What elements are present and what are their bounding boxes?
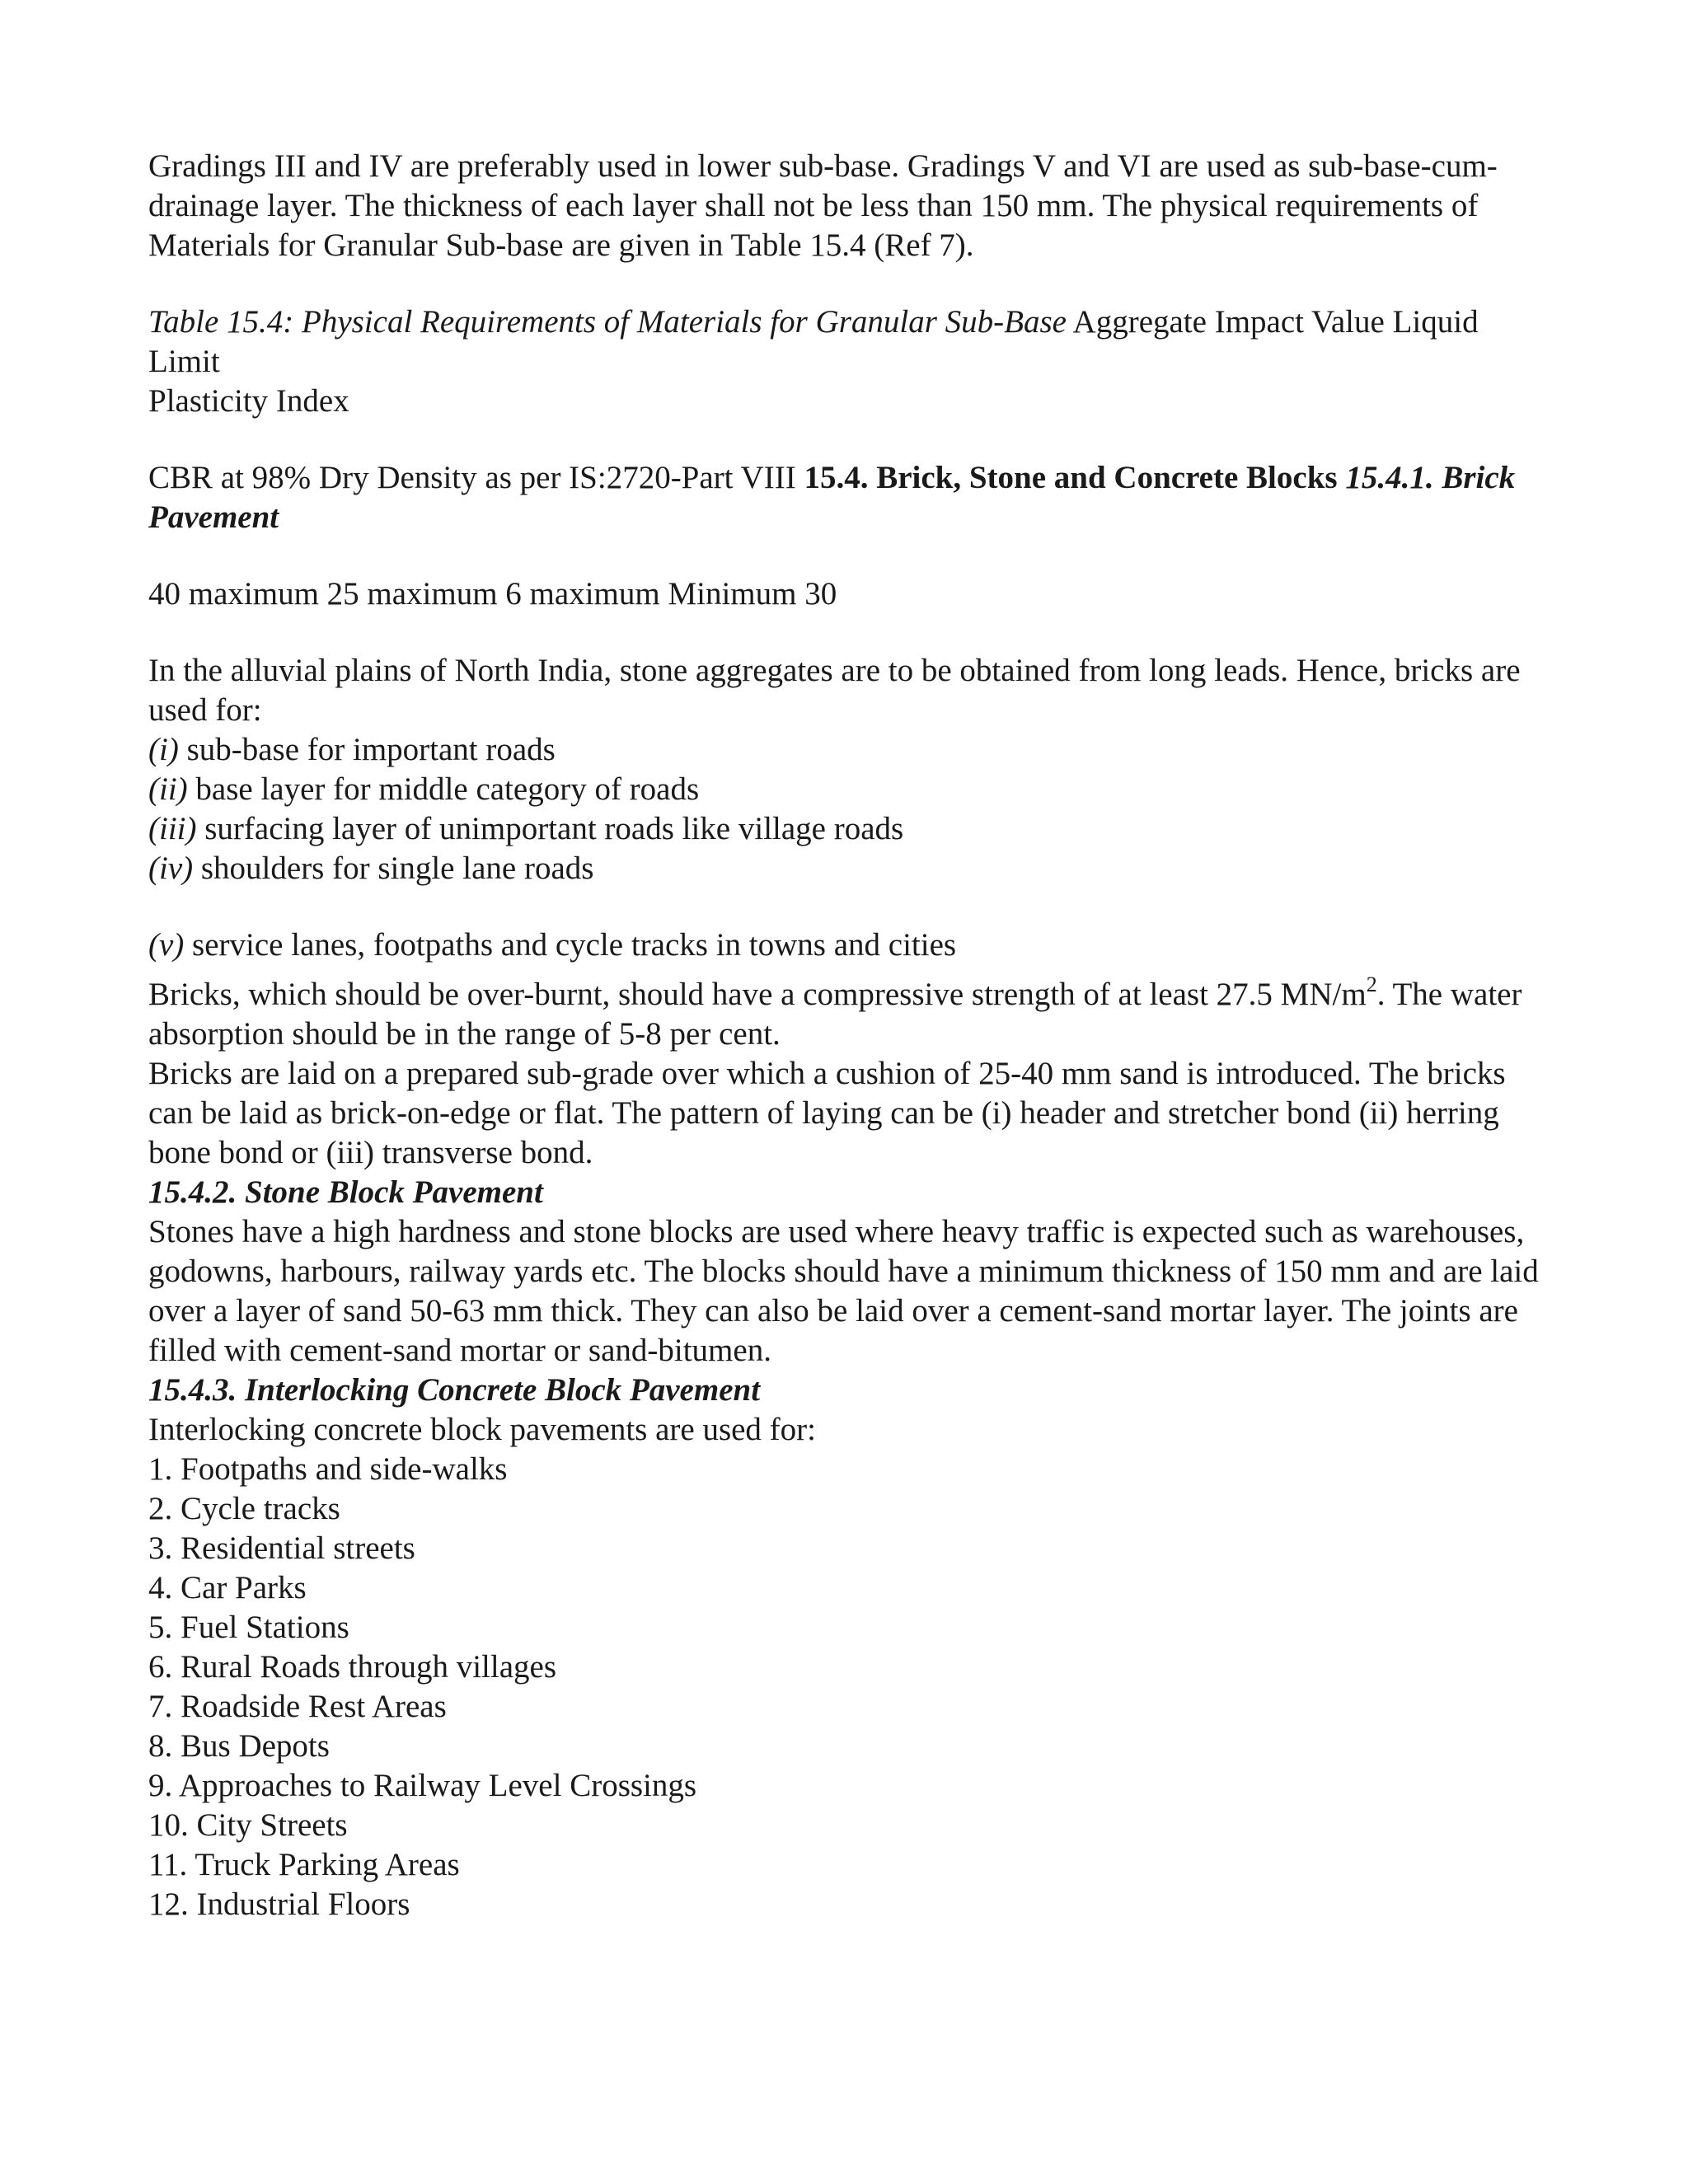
- list-item: (i) sub-base for important roads: [148, 732, 556, 767]
- table-values: 40 maximum 25 maximum 6 maximum Minimum 30: [148, 576, 837, 612]
- list-item: 1. Footpaths and side-walks: [148, 1451, 508, 1487]
- cbr-heading-block: [148, 458, 1548, 537]
- list-item: (ii) base layer for middle category of roads: [148, 771, 700, 807]
- list-item: (iv) shoulders for single lane roads: [148, 851, 594, 886]
- section-15-4-3-heading: 15.4.3. Interlocking Concrete Block Pavement: [148, 1372, 761, 1408]
- list-item: 11. Truck Parking Areas: [148, 1847, 460, 1882]
- list-item: 3. Residential streets: [148, 1530, 415, 1566]
- stone-paragraph: Stones have a high hardness and stone blocks are used where heavy traffic is expected such as warehouses, godowns, harbours, railway yards etc. The blocks should have a minimum thickness of 150 mm and are laid over a layer of sand 50-63 mm thick. They can also be laid over a cement-sand mortar layer. The joints are filled with cement-sand mortar or sand-bitumen.: [148, 1214, 1539, 1368]
- table-caption: Table 15.4: Physical Requirements of Materials for Granular Sub-Base: [148, 304, 1067, 340]
- list-item: 12. Industrial Floors: [148, 1886, 410, 1922]
- table-cbr: CBR at 98% Dry Density as per IS:2720-Part VIII: [148, 460, 804, 495]
- table-plasticity: Plasticity Index: [148, 383, 349, 419]
- list-item: 5. Fuel Stations: [148, 1610, 349, 1645]
- list-item: 7. Roadside Rest Areas: [148, 1689, 447, 1724]
- list-item: (iii) surfacing layer of unimportant roads like village roads: [148, 811, 904, 846]
- section-15-4-heading: 15.4. Brick, Stone and Concrete Blocks: [804, 460, 1338, 495]
- brick-use-v: (v) service lanes, footpaths and cycle tracks in towns and cities: [148, 927, 957, 963]
- intro-paragraph: Gradings III and IV are preferably used in lower sub-base. Gradings V and VI are used as sub-base-cum-drainage layer. The thickness of each layer shall not be less than 150 mm. The physical requirements of Materials for Granular Sub-base are given in Table 15.4 (Ref 7).: [148, 148, 1498, 263]
- brick-uses-list: [148, 730, 1548, 888]
- brick-intro: In the alluvial plains of North India, stone aggregates are to be obtained from long leads. Hence, bricks are used for:: [148, 653, 1521, 728]
- list-item: 2. Cycle tracks: [148, 1491, 340, 1526]
- list-item: 8. Bus Depots: [148, 1728, 330, 1764]
- section-15-4-2-heading: 15.4.2. Stone Block Pavement: [148, 1174, 543, 1210]
- table-params: Aggregate Impact Value Liquid Limit: [148, 304, 1479, 379]
- list-item: 9. Approaches to Railway Level Crossings: [148, 1768, 697, 1803]
- section-15-4-1-heading: 15.4.1. Brick Pavement: [148, 460, 1516, 535]
- brick-laying-paragraph: Bricks are laid on a prepared sub-grade over which a cushion of 25-40 mm sand is introduced. The bricks can be laid as brick-on-edge or flat. The pattern of laying can be (i) header and stretcher bond (ii) herring bone bond or (iii) transverse bond.: [148, 1056, 1506, 1170]
- table-caption-block: [148, 302, 1548, 421]
- interlock-uses-list: [148, 1450, 1548, 1924]
- interlock-intro: Interlocking concrete block pavements are used for:: [148, 1412, 816, 1447]
- list-item: 4. Car Parks: [148, 1570, 307, 1605]
- list-item: 10. City Streets: [148, 1807, 348, 1843]
- list-item: 6. Rural Roads through villages: [148, 1649, 557, 1685]
- brick-strength-paragraph: Bricks, which should be over-burnt, should have a compressive strength of at least 27.5 $MN/m^2$. The water absorption should be in the range of 5-8 per cent.: [148, 972, 1522, 1052]
